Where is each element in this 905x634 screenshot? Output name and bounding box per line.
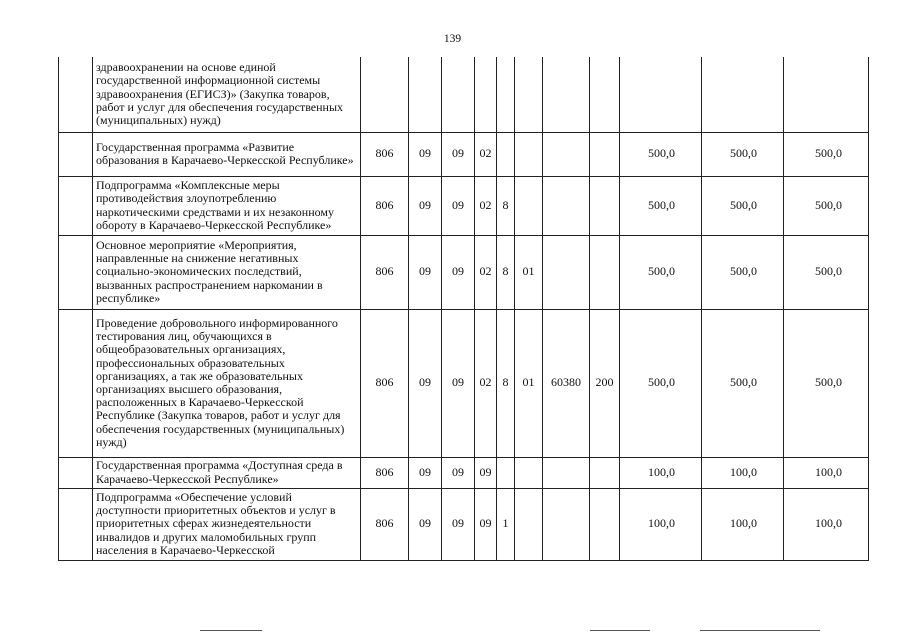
cell-subprogram: 1 (497, 488, 515, 560)
cell-ved: 806 (361, 457, 409, 488)
row-index-cell (59, 57, 93, 132)
row-index-cell (59, 488, 93, 560)
cell-program: 02 (475, 132, 497, 176)
cell-main-activity (515, 57, 543, 132)
row-index-cell (59, 235, 93, 309)
footer-rule (700, 630, 820, 631)
table-body (59, 57, 869, 560)
cell-amount-year-2: 500,0 (702, 309, 784, 457)
cell-expense-type (590, 176, 620, 235)
cell-main-activity: 01 (515, 309, 543, 457)
table-row (59, 235, 869, 309)
cell-program: 09 (475, 457, 497, 488)
cell-section (409, 57, 442, 132)
cell-ved (361, 57, 409, 132)
cell-amount-year-3: 500,0 (784, 309, 869, 457)
cell-expense-type (590, 488, 620, 560)
cell-ved: 806 (361, 309, 409, 457)
cell-amount-year-3: 100,0 (784, 488, 869, 560)
cell-amount-year-3: 500,0 (784, 132, 869, 176)
row-name: Подпрограмма «Обеспечение условий доступности приоритетных объектов и услуг в приоритетных сферах жизнедеятельности инвалидов и других маломобильных групп населения в Карачаево-Черкесской (93, 488, 361, 560)
budget-table (58, 57, 869, 561)
cell-main-activity: 01 (515, 235, 543, 309)
cell-subprogram (497, 132, 515, 176)
cell-subsection: 09 (442, 309, 475, 457)
table-row (59, 57, 869, 132)
row-index-cell (59, 176, 93, 235)
cell-section: 09 (409, 309, 442, 457)
cell-expense-type: 200 (590, 309, 620, 457)
footer-rule (200, 630, 262, 631)
cell-expense-type (590, 132, 620, 176)
cell-expense-type (590, 57, 620, 132)
cell-program: 02 (475, 309, 497, 457)
cell-expense-type (590, 457, 620, 488)
cell-amount-year-2: 100,0 (702, 488, 784, 560)
cell-amount-year-1: 500,0 (620, 309, 702, 457)
cell-subprogram (497, 57, 515, 132)
cell-amount-year-1: 500,0 (620, 176, 702, 235)
table-row (59, 488, 869, 560)
row-name: здравоохранении на основе единой государственной информационной системы здравоохранения (ЕГИСЗ)» (Закупка товаров, работ и услуг для обеспечения государственных (муниципальных) нужд) (93, 57, 361, 132)
cell-direction (543, 132, 590, 176)
cell-program: 02 (475, 176, 497, 235)
cell-subsection: 09 (442, 235, 475, 309)
cell-amount-year-3: 100,0 (784, 457, 869, 488)
cell-direction (543, 57, 590, 132)
page-number: 139 (443, 33, 462, 45)
cell-section: 09 (409, 488, 442, 560)
footer-rule (590, 630, 650, 631)
cell-main-activity (515, 457, 543, 488)
cell-main-activity (515, 132, 543, 176)
cell-direction (543, 235, 590, 309)
cell-section: 09 (409, 457, 442, 488)
row-name: Основное мероприятие «Мероприятия, направленные на снижение негативных социально-экономических последствий, вызванных распространением наркомании в республике» (93, 235, 361, 309)
cell-subsection: 09 (442, 132, 475, 176)
cell-subprogram: 8 (497, 235, 515, 309)
cell-ved: 806 (361, 132, 409, 176)
cell-ved: 806 (361, 235, 409, 309)
cell-program: 09 (475, 488, 497, 560)
cell-direction (543, 457, 590, 488)
row-index-cell (59, 457, 93, 488)
cell-direction (543, 176, 590, 235)
cell-amount-year-2: 500,0 (702, 235, 784, 309)
cell-ved: 806 (361, 176, 409, 235)
cell-amount-year-1: 100,0 (620, 457, 702, 488)
cell-amount-year-2: 100,0 (702, 457, 784, 488)
cell-amount-year-2: 500,0 (702, 132, 784, 176)
cell-ved: 806 (361, 488, 409, 560)
row-name: Проведение добровольного информированного тестирования лиц, обучающихся в общеобразовательных организациях, профессиональных образовательных организациях, а так же образовательных организациях высшего образования, расположенных в Карачаево-Черкесской Республике (Закупка товаров, работ и услуг для обеспечения государственных (муниципальных) нужд) (93, 309, 361, 457)
cell-amount-year-1: 100,0 (620, 488, 702, 560)
row-name: Государственная программа «Развитие образования в Карачаево-Черкесской Республике» (93, 132, 361, 176)
cell-amount-year-1: 500,0 (620, 235, 702, 309)
row-name: Государственная программа «Доступная среда в Карачаево-Черкесской Республике» (93, 457, 361, 488)
cell-subsection (442, 57, 475, 132)
cell-amount-year-3 (784, 57, 869, 132)
cell-amount-year-1: 500,0 (620, 132, 702, 176)
cell-section: 09 (409, 132, 442, 176)
cell-expense-type (590, 235, 620, 309)
cell-subprogram: 8 (497, 176, 515, 235)
cell-amount-year-3: 500,0 (784, 176, 869, 235)
cell-program (475, 57, 497, 132)
cell-amount-year-2 (702, 57, 784, 132)
cell-subsection: 09 (442, 176, 475, 235)
cell-subprogram (497, 457, 515, 488)
row-index-cell (59, 132, 93, 176)
row-name: Подпрограмма «Комплексные меры противодействия злоупотреблению наркотическими средствами и их незаконному обороту в Карачаево-Черкесской Республике» (93, 176, 361, 235)
cell-amount-year-3: 500,0 (784, 235, 869, 309)
cell-program: 02 (475, 235, 497, 309)
cell-amount-year-1 (620, 57, 702, 132)
cell-subsection: 09 (442, 488, 475, 560)
cell-direction: 60380 (543, 309, 590, 457)
cell-direction (543, 488, 590, 560)
table-row (59, 457, 869, 488)
row-index-cell (59, 309, 93, 457)
cell-main-activity (515, 176, 543, 235)
table-row (59, 309, 869, 457)
table-row (59, 132, 869, 176)
cell-main-activity (515, 488, 543, 560)
cell-subsection: 09 (442, 457, 475, 488)
cell-section: 09 (409, 235, 442, 309)
table-row (59, 176, 869, 235)
cell-amount-year-2: 500,0 (702, 176, 784, 235)
cell-section: 09 (409, 176, 442, 235)
cell-subprogram: 8 (497, 309, 515, 457)
